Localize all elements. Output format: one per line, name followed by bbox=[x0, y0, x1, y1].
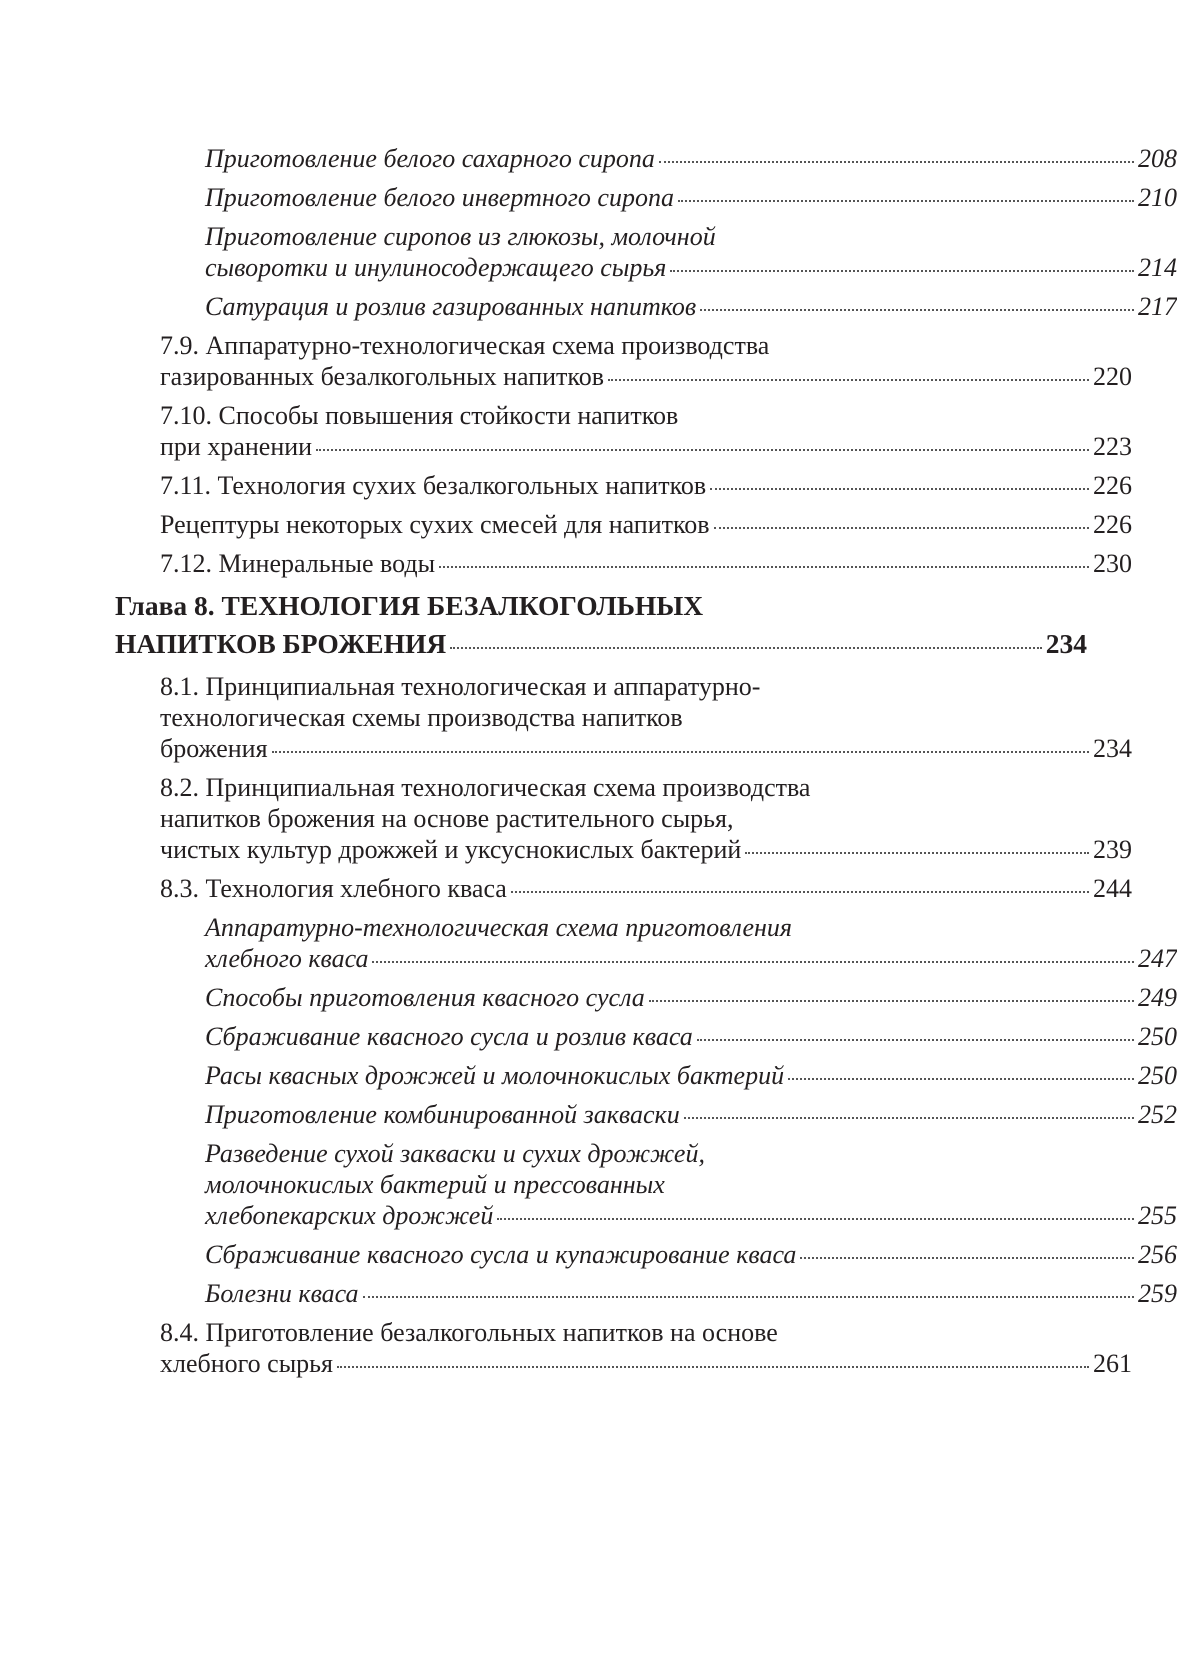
toc-entry bbox=[0, 143, 1177, 174]
dot-leader bbox=[678, 200, 1134, 202]
toc-entry-title: НАПИТКОВ БРОЖЕНИЯ bbox=[115, 628, 447, 659]
toc-entry-line bbox=[205, 291, 1177, 322]
toc-page-number: 256 bbox=[1138, 1240, 1177, 1269]
dot-leader bbox=[684, 1117, 1134, 1119]
dot-leader bbox=[714, 527, 1089, 529]
dot-leader bbox=[450, 647, 1042, 649]
toc-entry-line bbox=[115, 625, 1087, 663]
toc-page-number: 234 bbox=[1093, 734, 1132, 763]
toc-entry-line: технологическая схемы производства напитков bbox=[160, 703, 683, 732]
dot-leader bbox=[363, 1296, 1134, 1298]
dot-leader bbox=[710, 488, 1089, 490]
toc-entry-line bbox=[205, 1060, 1177, 1091]
toc-entry-title: Сбраживание квасного сусла и розлив кваса bbox=[205, 1022, 693, 1051]
toc-page-number: 250 bbox=[1138, 1061, 1177, 1090]
toc-page-number: 208 bbox=[1138, 144, 1177, 173]
toc-entry-line bbox=[160, 509, 1132, 540]
toc-entry bbox=[0, 1317, 1158, 1379]
toc-entry bbox=[0, 912, 1177, 974]
dot-leader bbox=[697, 1039, 1134, 1041]
toc-entry-line: 8.1. Принципиальная технологическая и аппаратурно- bbox=[160, 672, 761, 701]
toc-entry-title: Приготовление комбинированной закваски bbox=[205, 1100, 680, 1129]
toc-entry-line: Приготовление сиропов из глюкозы, молочной bbox=[205, 222, 716, 251]
toc-entry bbox=[0, 509, 1158, 540]
toc-page-number: 249 bbox=[1138, 983, 1177, 1012]
toc-entry-line: Разведение сухой закваски и сухих дрожжей, bbox=[205, 1139, 705, 1168]
dot-leader bbox=[700, 309, 1134, 311]
toc-entry-line bbox=[205, 143, 1177, 174]
toc-entry bbox=[0, 182, 1177, 213]
toc-page-number: 210 bbox=[1138, 183, 1177, 212]
toc-entry-line bbox=[160, 834, 1132, 865]
dot-leader bbox=[788, 1078, 1134, 1080]
toc-entry bbox=[0, 1060, 1177, 1091]
toc-page-number: 244 bbox=[1093, 874, 1132, 903]
toc-entry bbox=[0, 400, 1158, 462]
toc-entry-title: 7.12. Минеральные воды bbox=[160, 549, 436, 578]
toc-entry-line bbox=[205, 182, 1177, 213]
toc-page-number: 230 bbox=[1093, 549, 1132, 578]
toc-entry-line bbox=[205, 943, 1177, 974]
toc-entry bbox=[0, 470, 1158, 501]
dot-leader bbox=[511, 891, 1089, 893]
dot-leader bbox=[316, 449, 1089, 451]
toc-entry-line: молочнокислых бактерий и прессованных bbox=[205, 1170, 665, 1199]
toc-entry-title: 7.11. Технология сухих безалкогольных напитков bbox=[160, 471, 707, 500]
toc-page-number: 247 bbox=[1138, 944, 1177, 973]
toc-entry-title: при хранении bbox=[160, 432, 313, 461]
toc-entry-line: 7.10. Способы повышения стойкости напитков bbox=[160, 401, 679, 430]
toc-entry bbox=[0, 1138, 1177, 1231]
toc-entry bbox=[0, 1021, 1177, 1052]
toc-entry-title: хлебного кваса bbox=[205, 944, 369, 973]
toc-entry-title: Рецептуры некоторых сухих смесей для напитков bbox=[160, 510, 710, 539]
toc-page-number: 220 bbox=[1093, 362, 1132, 391]
toc-page-number: 214 bbox=[1138, 253, 1177, 282]
toc-entry-line bbox=[160, 873, 1132, 904]
toc-entry bbox=[0, 982, 1177, 1013]
toc-entry bbox=[0, 548, 1158, 579]
dot-leader bbox=[670, 270, 1134, 272]
toc-entry-title: Способы приготовления квасного сусла bbox=[205, 983, 645, 1012]
dot-leader bbox=[497, 1218, 1134, 1220]
toc-entry-line bbox=[205, 1021, 1177, 1052]
toc-entry bbox=[0, 221, 1177, 283]
toc-entry-line bbox=[160, 548, 1132, 579]
toc-entry-line: 8.4. Приготовление безалкогольных напитков на основе bbox=[160, 1318, 778, 1347]
toc-entry-line bbox=[205, 1239, 1177, 1270]
toc-entry-line bbox=[205, 1278, 1177, 1309]
toc-page-number: 252 bbox=[1138, 1100, 1177, 1129]
toc-entry bbox=[0, 873, 1158, 904]
toc-entry-title: Сатурация и розлив газированных напитков bbox=[205, 292, 697, 321]
toc-entry bbox=[0, 1239, 1177, 1270]
toc-entry bbox=[0, 671, 1158, 764]
toc-page-number: 234 bbox=[1045, 628, 1087, 659]
toc-entry-line bbox=[205, 252, 1177, 283]
toc-entry-line: Аппаратурно-технологическая схема приготовления bbox=[205, 913, 793, 942]
dot-leader bbox=[608, 379, 1089, 381]
toc-entry-line bbox=[205, 982, 1177, 1013]
toc-page-number: 261 bbox=[1093, 1349, 1132, 1378]
dot-leader bbox=[745, 852, 1089, 854]
toc-entry-title: чистых культур дрожжей и уксуснокислых бактерий bbox=[160, 835, 742, 864]
dot-leader bbox=[337, 1366, 1089, 1368]
toc-entry bbox=[0, 330, 1158, 392]
toc-entry-line: 8.2. Принципиальная технологическая схема производства bbox=[160, 773, 811, 802]
toc-page-number: 255 bbox=[1138, 1201, 1177, 1230]
dot-leader bbox=[272, 751, 1089, 753]
toc-entry-title: хлебного сырья bbox=[160, 1349, 333, 1378]
toc-entry-title: Сбраживание квасного сусла и купажирование кваса bbox=[205, 1240, 797, 1269]
toc-page-number: 226 bbox=[1093, 471, 1132, 500]
toc-entry-line bbox=[205, 1099, 1177, 1130]
toc-entry-line bbox=[160, 431, 1132, 462]
toc-entry-title: брожения bbox=[160, 734, 268, 763]
toc-page-number: 239 bbox=[1093, 835, 1132, 864]
dot-leader bbox=[372, 961, 1134, 963]
toc-entry bbox=[0, 1099, 1177, 1130]
toc-page-number: 223 bbox=[1093, 432, 1132, 461]
toc-entry-title: Приготовление белого инвертного сиропа bbox=[205, 183, 674, 212]
toc-entry-line bbox=[160, 361, 1132, 392]
toc-entry bbox=[0, 772, 1158, 865]
toc-chapter bbox=[0, 587, 1158, 663]
toc-page-number: 259 bbox=[1138, 1279, 1177, 1308]
toc-entry-title: газированных безалкогольных напитков bbox=[160, 362, 605, 391]
toc-entry-line bbox=[160, 1348, 1132, 1379]
dot-leader bbox=[800, 1257, 1134, 1259]
toc-page-number: 226 bbox=[1093, 510, 1132, 539]
toc-entry-line bbox=[160, 470, 1132, 501]
toc-page-number: 250 bbox=[1138, 1022, 1177, 1051]
dot-leader bbox=[649, 1000, 1134, 1002]
toc-entry-title: Приготовление белого сахарного сиропа bbox=[205, 144, 655, 173]
toc-entry-title: сыворотки и инулиносодержащего сырья bbox=[205, 253, 667, 282]
toc-entry-line bbox=[205, 1200, 1177, 1231]
toc-entry-title: Болезни кваса bbox=[205, 1279, 359, 1308]
dot-leader bbox=[439, 566, 1089, 568]
toc-entry-title: хлебопекарских дрожжей bbox=[205, 1201, 494, 1230]
toc-entry-title: 8.3. Технология хлебного кваса bbox=[160, 874, 507, 903]
toc-entry bbox=[0, 291, 1177, 322]
toc-entry-line bbox=[160, 733, 1132, 764]
toc-entry-line: 7.9. Аппаратурно-технологическая схема производства bbox=[160, 331, 770, 360]
table-of-contents bbox=[0, 143, 1177, 1387]
toc-entry-title: Расы квасных дрожжей и молочнокислых бактерий bbox=[205, 1061, 785, 1090]
dot-leader bbox=[659, 161, 1134, 163]
toc-entry bbox=[0, 1278, 1177, 1309]
toc-page-number: 217 bbox=[1138, 292, 1177, 321]
toc-entry-line: Глава 8. ТЕХНОЛОГИЯ БЕЗАЛКОГОЛЬНЫХ bbox=[115, 590, 704, 621]
toc-entry-line: напитков брожения на основе растительного сырья, bbox=[160, 804, 734, 833]
